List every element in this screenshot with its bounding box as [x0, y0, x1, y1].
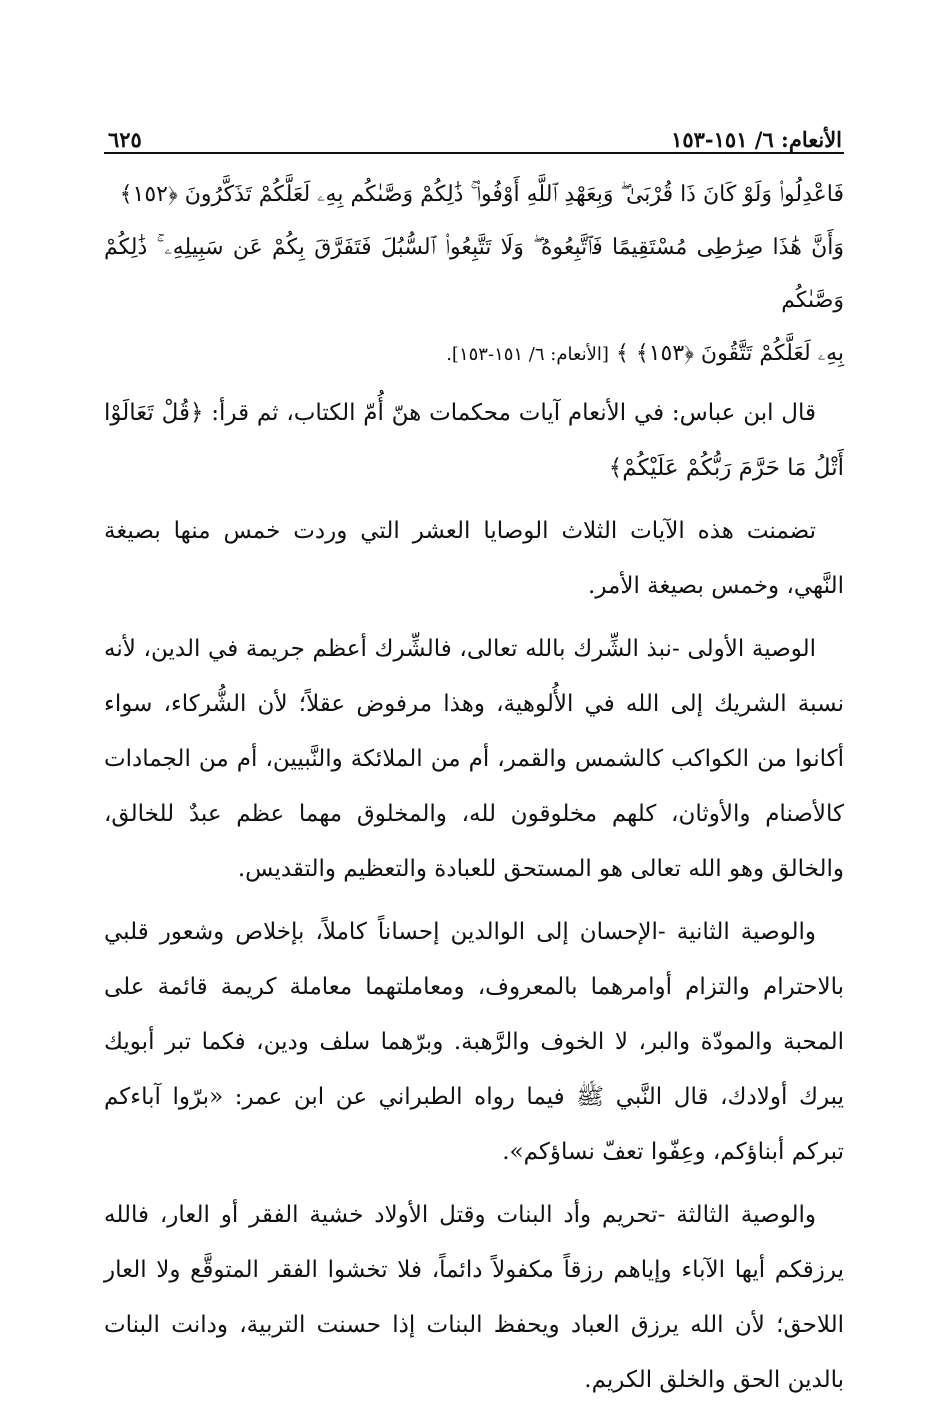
verse-citation: [الأنعام: ٦/ ١٥١-١٥٣].	[446, 344, 609, 365]
surah-reference: الأنعام: ٦/ ١٥١-١٥٣	[671, 127, 842, 152]
page-number: ٦٢٥	[108, 127, 142, 152]
verse-line-3-text: بِهِۦ لَعَلَّكُمْ تَتَّقُونَ ﴿١٥٣﴾ ﴾	[615, 341, 844, 366]
paragraph-summary: تضمنت هذه الآيات الثلاث الوصايا العشر التي وردت خمس منها بصيغة النَّهي، وخمس بصيغة الأمر.	[104, 518, 844, 599]
verse-line-2: وَأَنَّ هَٰذَا صِرَٰطِى مُسْتَقِيمًا فَٱتَّبِعُوهُ ۖ وَلَا تَتَّبِعُوا۟ ٱلسُّبُلَ فَتَفَرَّقَ بِكُمْ عَن سَبِيلِهِۦ ۚ ذَٰلِكُمْ وَصَّىٰكُم	[104, 235, 844, 313]
verse-line-1: فَاعْدِلُوا۟ وَلَوْ كَانَ ذَا قُرْبَىٰ ۖ وَبِعَهْدِ ٱللَّهِ أَوْفُوا۟ ۚ ذَٰلِكُمْ وَصَّىٰكُم بِهِۦ لَعَلَّكُمْ تَذَكَّرُونَ ﴿١٥٢﴾	[119, 182, 844, 207]
paragraph-second-commandment: والوصية الثانية -الإحسان إلى الوالدين إحساناً كاملاً، بإخلاص وشعور قلبي بالاحترام والتزام أوامرهما بالمعروف، ومعاملتهما معاملة كريمة قائمة على المحبة والمودّة والبر، لا الخوف والرَّهبة. وبرّهما سلف ودين، فكما تبر أبويك يبرك أولادك، قال النَّبي ﷺ فيما رواه الطبراني عن ابن عمر: «برّوا آباءكم تبركم أبناؤكم، وعِفّوا تعفّ نساؤكم».	[104, 919, 844, 1165]
paragraph-third-commandment: والوصية الثالثة -تحريم وأد البنات وقتل الأولاد خشية الفقر أو العار، فالله يرزقكم أيها الآباء وإياهم رزقاً مكفولاً دائماً، فلا تخشوا الفقر المتوقَّع ولا العار اللاحق؛ لأن الله يرزق العباد ويحفظ البنات إذا حسنت التربية، ودانت البنات بالدين الحق والخلق الكريم.	[104, 1202, 844, 1393]
verse-line-3	[104, 327, 844, 381]
paragraph-ibn-abbas: قال ابن عباس: في الأنعام آيات محكمات هنّ أُمّ الكتاب، ثم قرأ: ﴿قُلْ تَعَالَوْا أَتْلُ مَا حَرَّمَ رَبُّكُمْ عَلَيْكُمْ﴾	[104, 400, 844, 481]
running-header	[104, 110, 844, 154]
paragraph-first-commandment: الوصية الأولى -نبذ الشِّرك بالله تعالى، فالشِّرك أعظم جريمة في الدين، لأنه نسبة الشريك إلى الله في الأُلوهية، وهذا مرفوض عقلاً؛ لأن الشُّركاء، سواء أكانوا من الكواكب كالشمس والقمر، أم من الملائكة والنَّبيين، أم من الجمادات كالأصنام والأوثان، كلهم مخلوقون لله، والمخلوق مهما عظم عبدٌ للخالق، والخالق وهو الله تعالى هو المستحق للعبادة والتعظيم والتقديس.	[104, 636, 844, 882]
quran-verses-block	[104, 168, 844, 381]
book-page	[104, 110, 844, 1408]
